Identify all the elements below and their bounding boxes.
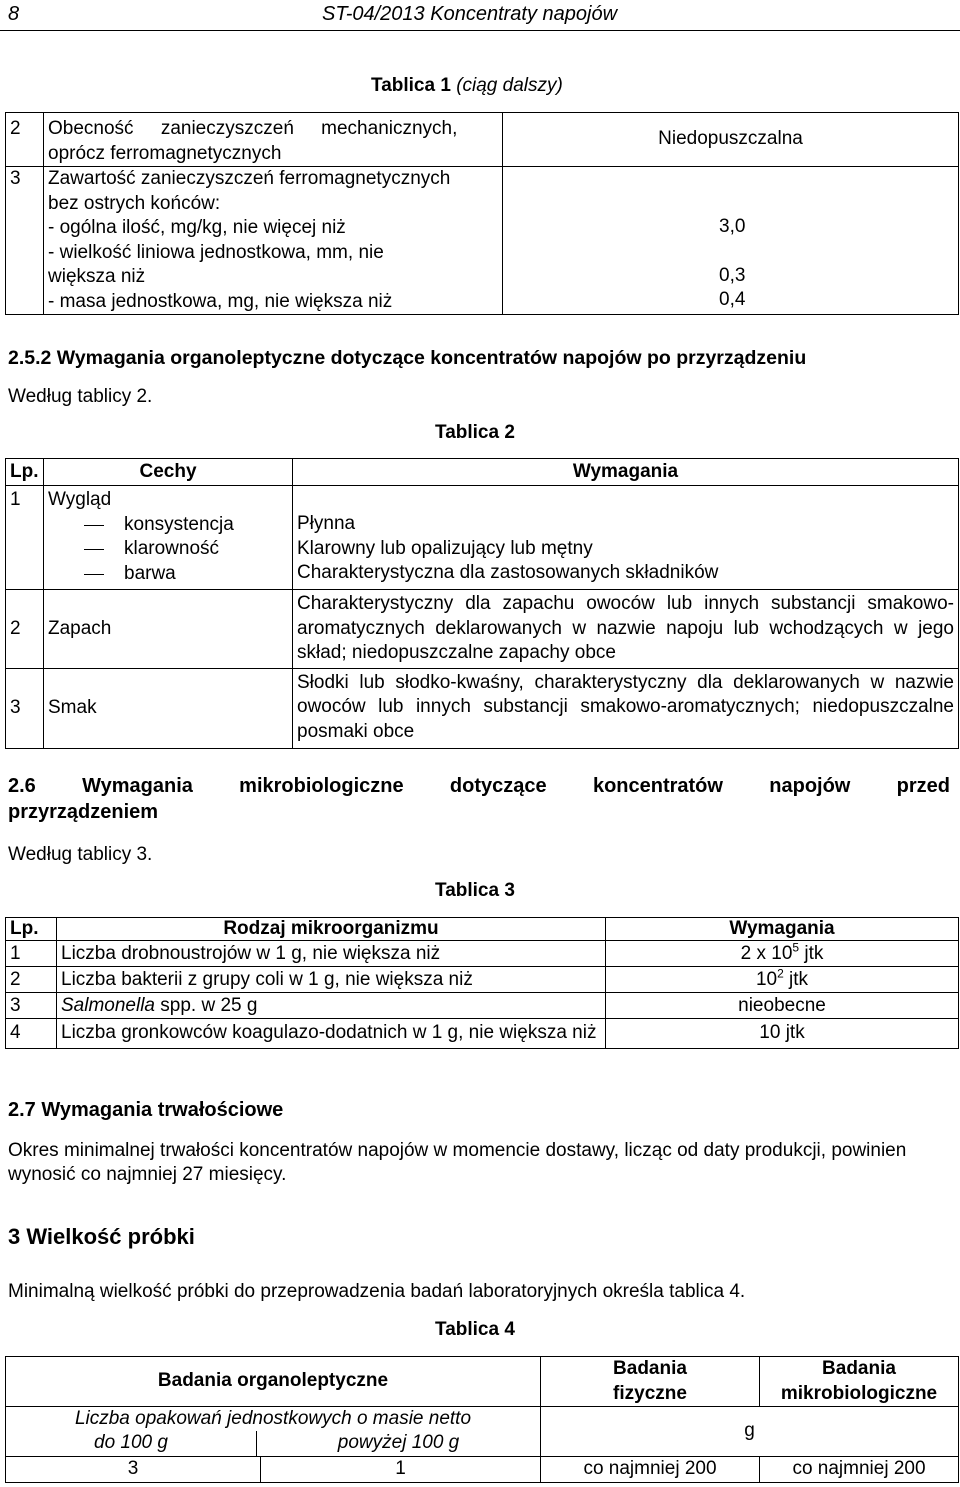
table3-lp: 2 xyxy=(6,967,57,993)
req-exponent: 2 xyxy=(777,966,784,981)
req-exponent: 5 xyxy=(792,940,800,955)
table2-lp: 1 xyxy=(6,486,44,590)
sub-b: powyżej 100 g xyxy=(337,1432,460,1453)
table-row xyxy=(6,1407,959,1457)
table-row xyxy=(6,967,959,993)
table3-name: Liczba gronkowców koagulazo-dodatnich w 1 g, nie większa niż xyxy=(57,1019,606,1049)
table4-val: 1 xyxy=(261,1457,541,1483)
desc-text: - masa jednostkowa, mg, nie większa niż xyxy=(48,290,393,312)
value-text: 3,0 xyxy=(719,216,746,237)
table1-lp: 2 xyxy=(6,113,44,167)
section-2-5-2-text: Według tablicy 2. xyxy=(8,386,153,407)
section-3-text: Minimalną wielkość próbki do przeprowadzenia badań laboratoryjnych określa tablica 4. xyxy=(8,1281,746,1302)
organism-name: Salmonella xyxy=(61,995,155,1016)
table4-header-mik xyxy=(760,1357,959,1407)
section-2-5-2-heading: 2.5.2 Wymagania organoleptyczne dotyczące koncentratów napojów po przyrządzeniu xyxy=(8,347,807,369)
table4-val: 3 xyxy=(6,1457,261,1483)
table-row xyxy=(6,918,959,941)
page-header xyxy=(0,0,960,31)
cecha-sub: konsystencja xyxy=(48,513,288,538)
table-row xyxy=(6,590,959,669)
table-row xyxy=(6,1357,959,1407)
table-row xyxy=(6,993,959,1019)
table4-val: co najmniej 200 xyxy=(541,1457,760,1483)
table2-req: Słodki lub słodko-kwaśny, charakterystyczny dla deklarowanych w nazwie owoców lub innych substancji smakowo-aromatycznych; niedopuszczalne posmaki obce xyxy=(293,668,959,749)
sub-split xyxy=(6,1431,540,1456)
req-text: Charakterystyczna dla zastosowanych składników xyxy=(297,562,719,583)
table-row xyxy=(6,113,959,167)
req-text: Klarowny lub opalizujący lub mętny xyxy=(297,537,593,559)
page-number: 8 xyxy=(8,3,20,25)
table-row xyxy=(6,1019,959,1049)
table3-req: nieobecne xyxy=(606,993,959,1019)
req-base: 2 x 10 xyxy=(740,943,793,964)
req-text: Płynna xyxy=(297,513,356,534)
table3-lp: 4 xyxy=(6,1019,57,1049)
cecha-sub: klarowność xyxy=(48,537,288,562)
table4-sub xyxy=(6,1407,541,1457)
desc-text: - wielkość liniowa jednostkowa, mm, nie xyxy=(48,241,384,263)
table2-cechy: Smak xyxy=(44,668,293,749)
table-row xyxy=(6,668,959,749)
desc-text: Zawartość zanieczyszczeń ferromagnetycznych xyxy=(48,168,451,189)
table4-unit: g xyxy=(541,1407,959,1457)
table1-desc-line xyxy=(48,117,498,142)
table1-desc xyxy=(44,167,503,315)
cecha-name: Wygląd xyxy=(48,489,112,510)
section-2-6-text: Według tablicy 3. xyxy=(8,844,153,865)
section-3-heading: 3 Wielkość próbki xyxy=(8,1224,195,1249)
section-2-7-heading: 2.7 Wymagania trwałościowe xyxy=(8,1099,284,1121)
heading-line: przyrządzeniem xyxy=(8,801,159,823)
table2-cechy: Zapach xyxy=(44,590,293,669)
table3 xyxy=(5,917,959,1049)
req-base: 10 xyxy=(755,969,778,990)
table3-req xyxy=(606,941,959,967)
section-2-6-heading xyxy=(8,774,950,824)
table3-name: Liczba bakterii z grupy coli w 1 g, nie większa niż xyxy=(57,967,606,993)
section-2-7-text: Okres minimalnej trwałości koncentratów napojów w momencie dostawy, licząc od daty produkcji, powinien wynosić co najmniej 27 miesięcy. xyxy=(8,1140,907,1185)
table3-req xyxy=(606,967,959,993)
table-row xyxy=(6,1457,959,1483)
table2-caption: Tablica 2 xyxy=(435,422,515,443)
sub-a: do 100 g xyxy=(6,1431,257,1456)
table1-values xyxy=(503,167,959,315)
sub-top-text: Liczba opakowań jednostkowych o masie netto xyxy=(74,1408,472,1429)
table4-header-fiz xyxy=(541,1357,760,1407)
table-row xyxy=(6,486,959,590)
table3-lp: 1 xyxy=(6,941,57,967)
table3-caption: Tablica 3 xyxy=(435,880,515,901)
table1-caption-bold: Tablica 1 xyxy=(371,75,451,96)
table2-lp: 2 xyxy=(6,590,44,669)
desc-text: bez ostrych końców: xyxy=(48,192,221,214)
heading-line: 2.6 Wymagania mikrobiologiczne dotyczące koncentratów napojów przed xyxy=(8,775,950,797)
table2-header-lp: Lp. xyxy=(6,459,44,486)
desc-text: oprócz ferromagnetycznych xyxy=(48,142,282,164)
table3-req: 10 jtk xyxy=(606,1019,959,1049)
desc-text: - ogólna ilość, mg/kg, nie więcej niż xyxy=(48,217,346,238)
value-text: 0,3 xyxy=(719,265,746,286)
table3-header-lp: Lp. xyxy=(6,918,57,941)
table3-name xyxy=(57,993,606,1019)
desc-text: Obecność zanieczyszczeń mechanicznych, xyxy=(48,118,458,139)
table1-value: Niedopuszczalna xyxy=(503,113,959,167)
cecha-sub: barwa xyxy=(48,562,288,590)
table1-lp: 3 xyxy=(6,167,44,315)
table2-lp: 3 xyxy=(6,668,44,749)
table-row xyxy=(6,459,959,486)
table2-header-cechy: Cechy xyxy=(44,459,293,486)
req-unit: jtk xyxy=(799,943,824,964)
table2-cechy xyxy=(44,486,293,590)
table1-caption-italic: (ciąg dalszy) xyxy=(456,75,563,96)
table4-caption: Tablica 4 xyxy=(435,1319,515,1340)
table2-req xyxy=(293,486,959,590)
table3-name: Liczba drobnoustrojów w 1 g, nie większa niż xyxy=(57,941,606,967)
name-rest: spp. w 25 g xyxy=(155,995,258,1016)
table2-header-wymagania: Wymagania xyxy=(293,459,959,486)
table-row xyxy=(6,941,959,967)
header-text: Badania fizyczne xyxy=(613,1358,687,1404)
table1 xyxy=(5,112,959,315)
table1-caption xyxy=(371,74,563,98)
table3-header-wymagania: Wymagania xyxy=(606,918,959,941)
table3-lp: 3 xyxy=(6,993,57,1019)
document-title: ST-04/2013 Koncentraty napojów xyxy=(322,3,618,25)
table4-val: co najmniej 200 xyxy=(760,1457,959,1483)
table1-desc xyxy=(44,113,503,167)
table2-req: Charakterystyczny dla zapachu owoców lub innych substancji smakowo-aromatycznych deklarowanych w nazwie napoju lub wchodzących w jego skład; niedopuszczalne zapachy obce xyxy=(293,590,959,669)
header-text: Badania mikrobiologiczne xyxy=(780,1358,938,1404)
table2 xyxy=(5,458,959,749)
table4 xyxy=(5,1356,959,1483)
table3-header-rodzaj: Rodzaj mikroorganizmu xyxy=(57,918,606,941)
req-unit: jtk xyxy=(783,969,809,990)
desc-text: większa niż xyxy=(48,266,146,287)
value-text: 0,4 xyxy=(719,289,746,310)
table-row xyxy=(6,167,959,315)
table4-header-org: Badania organoleptyczne xyxy=(6,1357,541,1407)
